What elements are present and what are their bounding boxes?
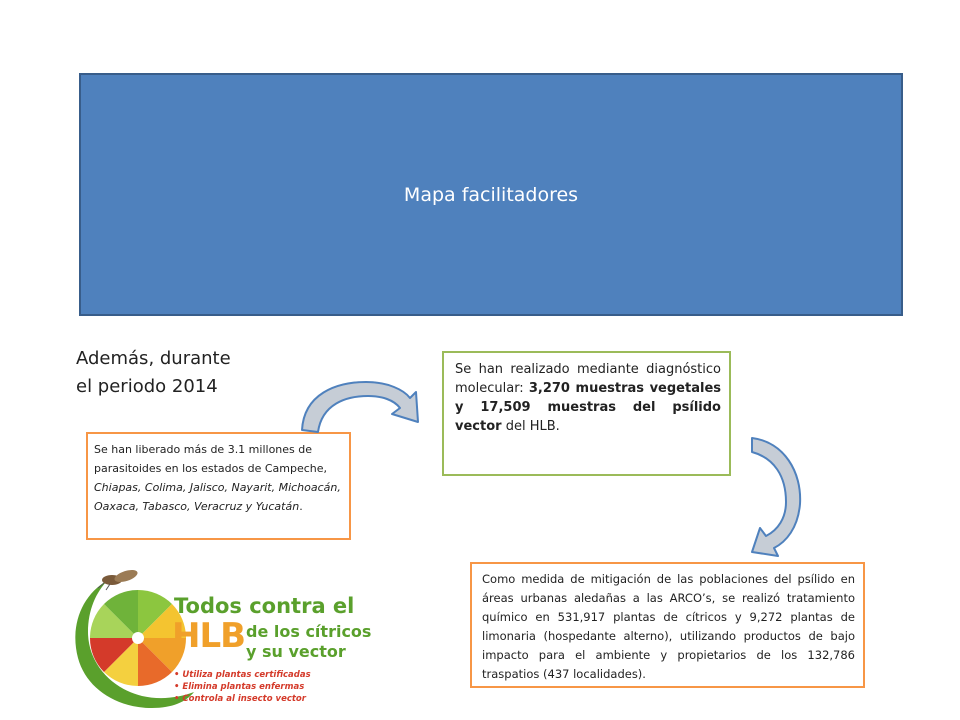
diagnostic-end: del HLB. [501,419,560,434]
parasitoids-states: Chiapas, Colima, Jalisco, Nayarit, Michoacán, Oaxaca, Tabasco, Veracruz y Yucatán [94,481,341,513]
diagnostic-bold: 3,270 muestras vegetales y 17,509 muestras del psílido vector [455,381,721,434]
logo-title-line2: de los cítricos [246,622,372,641]
logo-bullet-3: • Controla al insecto vector [174,694,306,704]
logo-bullet-2: • Elimina plantas enfermas [174,682,305,692]
logo-title-line3: y su vector [246,642,346,661]
curved-arrow-icon [296,378,436,438]
parasitoids-note [86,432,351,540]
logo-bullet-1: • Utiliza plantas certificadas [174,670,311,680]
logo-hlb: HLB [172,616,246,656]
logo-title-line1: Todos contra el [174,594,355,618]
hlb-campaign-logo [68,562,372,712]
map-placeholder [79,73,903,316]
period-heading [76,345,266,401]
treatment-text: Como medida de mitigación de las poblaciones del psílido en áreas urbanas aledañas a las ARCO’s, se realizó tratamiento químico en 531,917 plantas de cítricos y 9,272 plantas de limonaria (hospedante alterno), utilizando productos de bajo impacto para el ambiente y propietarios de los 132,786 traspatios (437 localidades). [482,572,855,681]
period-heading-line2: el periodo 2014 [76,376,218,397]
parasitoids-end: . [299,500,303,513]
diagnostic-note [442,351,731,476]
parasitoids-intro: Se han liberado más de 3.1 millones de parasitoides en los estados de Campeche, [94,443,328,475]
curved-arrow-down-icon [748,434,808,564]
diagnostic-intro: Se han realizado mediante diagnóstico molecular: [455,362,721,396]
period-heading-line1: Además, durante [76,348,231,369]
treatment-note [470,562,865,688]
map-title: Mapa facilitadores [403,183,579,206]
